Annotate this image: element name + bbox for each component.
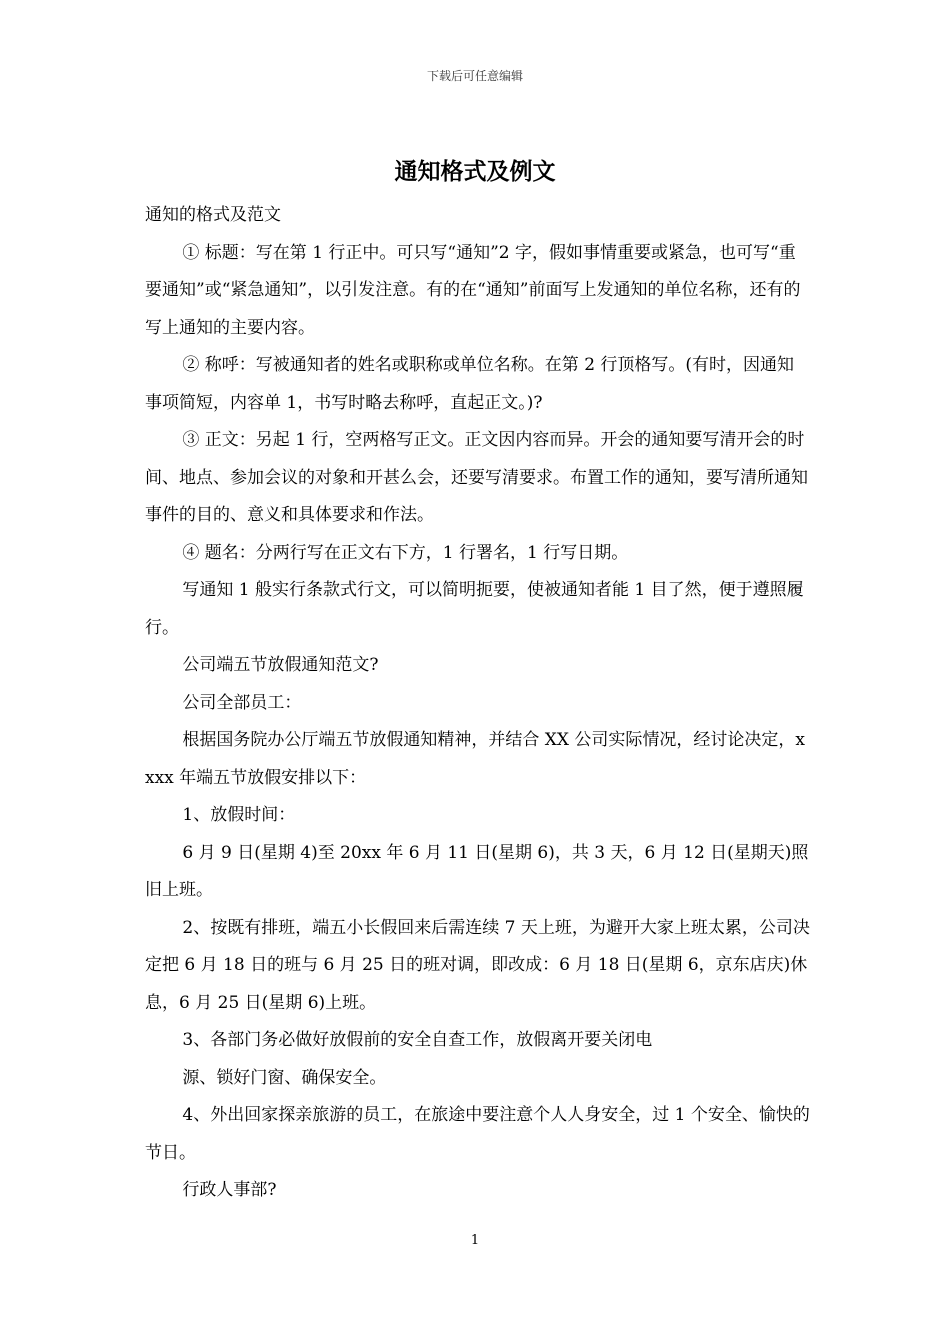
paragraph-16: 行政人事部? (182, 1180, 277, 1200)
paragraph-12: 2、按既有排班，端五小长假回来后需连续 7 天上班，为避开大家上班太累，公司决定把 6 月 18 日的班与 6 月 25 日的班对调，即改成：6 月 18 日(星期 6，京东店庆)休息，6 月 25 日(星期 6)上班。 (145, 917, 810, 1013)
document-body (145, 197, 810, 1210)
paragraph-4: ③ 正文：另起 1 行，空两格写正文。正文因内容而异。开会的通知要写清开会的时间、地点、参加会议的对象和开甚么会，还要写清要求。布置工作的通知，要写清所通知事件的目的、意义和具体要求和作法。 (145, 430, 808, 525)
paragraph-7: 公司端五节放假通知范文? (182, 655, 379, 675)
paragraph-3: ② 称呼：写被通知者的姓名或职称或单位名称。在第 2 行顶格写。(有时，因通知事项简短，内容单 1，书写时略去称呼，直起正文。)? (145, 355, 795, 413)
paragraph-6: 写通知 1 般实行条款式行文，可以简明扼要，使被通知者能 1 目了然，便于遵照履行。 (145, 580, 804, 638)
paragraph-9: 根据国务院办公厅端五节放假通知精神，并结合 XX 公司实际情况，经讨论决定，xxxx 年端五节放假安排以下： (145, 730, 805, 788)
paragraph-14: 源、锁好门窗、确保安全。 (182, 1067, 387, 1088)
paragraph-13: 3、各部门务必做好放假前的安全自查工作，放假离开要关闭电 (182, 1030, 653, 1050)
paragraph-15: 4、外出回家探亲旅游的员工，在旅途中要注意个人人身安全，过 1 个安全、愉快的节日。 (145, 1105, 810, 1163)
paragraph-8: 公司全部员工： (182, 692, 302, 713)
paragraph-5: ④ 题名：分两行写在正文右下方，1 行署名，1 行写日期。 (182, 542, 629, 563)
paragraph-2: ① 标题：写在第 1 行正中。可只写“通知”2 字，假如事情重要或紧急，也可写“重要通知”或“紧急通知”，以引发注意。有的在“通知”前面写上发通知的单位名称，还有的写上通知的主要内容。 (145, 242, 801, 338)
header-note: 下载后可任意编辑 (426, 69, 523, 83)
paragraph-11: 6 月 9 日(星期 4)至 20xx 年 6 月 11 日(星期 6)，共 3 天，6 月 12 日(星期天)照旧上班。 (145, 842, 809, 900)
paragraph-1: 通知的格式及范文 (145, 205, 281, 225)
document-title: 通知格式及例文 (394, 158, 556, 185)
page-number: 1 (470, 1233, 480, 1248)
paragraph-10: 1、放假时间： (182, 805, 296, 825)
